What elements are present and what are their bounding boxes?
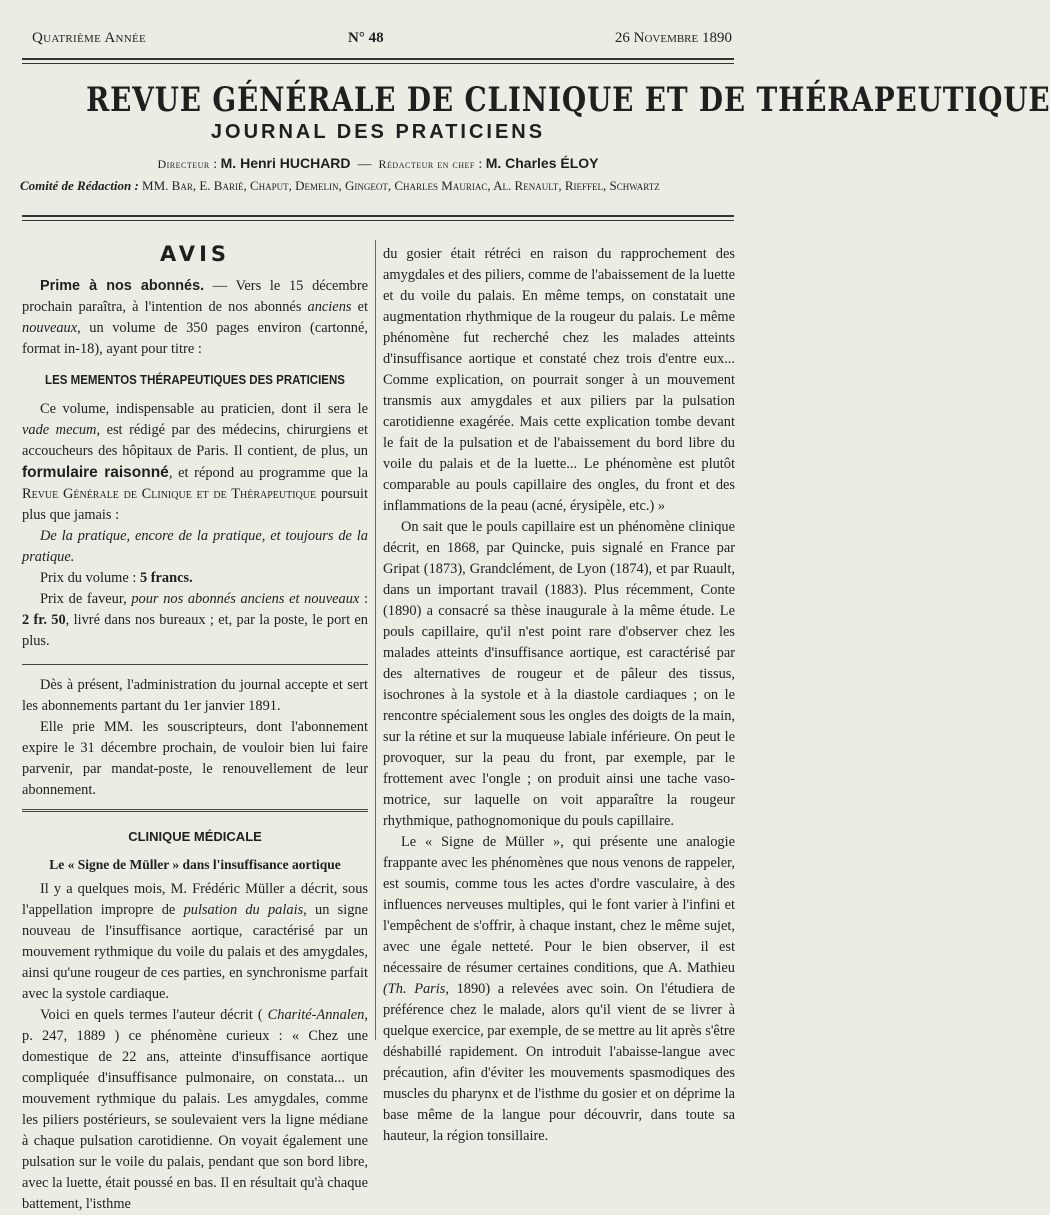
header-rule-thin [22, 63, 734, 64]
favor-text-c: , livré dans nos bureaux ; et, par la poste, le port en plus. [22, 612, 368, 649]
price-label: Prix du volume : [40, 570, 140, 586]
prime-text: — Vers le 15 décembre prochain paraîtra, à l'intention de nos abonnés [22, 278, 369, 315]
volume-text-a: Ce volume, indispensable au praticien, dont il sera le [40, 401, 368, 417]
volume-text-b: , est rédigé par des médecins, chirurgiens et accoucheurs des hôpitaux de Paris. Il contient, de plus, un [22, 422, 368, 459]
vade-mecum: vade mecum [22, 422, 97, 438]
volume-paragraph [22, 399, 368, 526]
volume-text-c: , et répond au programme que la [168, 465, 368, 481]
right-p3-b: , 1890) a relevées avec soin. On l'étudiera de préférence chez le malade, alors qu'il vient de se livrer à quelque exercice, par exemple, de se mettre au lit après s'être déshabillé rapidement. On introduit l'abaisse-langue avec précaution, afin d'éviter les mouvements spasmodiques des muscles du pharynx et de l'isthme du gosier et on déprime la base même de la langue pour découvrir, dans toute sa hauteur, la région tonsillaire. [383, 981, 735, 1144]
prime-paragraph [22, 276, 368, 360]
article-paragraph-1 [22, 879, 368, 1005]
section-divider [22, 809, 368, 812]
price-line [22, 568, 368, 589]
left-column [22, 244, 368, 1215]
issue-number: N° 48 [348, 30, 384, 46]
article-p1-italic: pulsation du palais [183, 902, 304, 918]
issue-date: 26 Novembre 1890 [614, 30, 732, 46]
favor-italic: pour nos abonnés anciens et nouveaux [131, 591, 360, 607]
director-name: M. Henri HUCHARD [220, 155, 351, 171]
subscription-paragraph: Dès à présent, l'administration du journal accepte et sert les abonnements partant du 1er janvier 1891. [22, 677, 368, 714]
favor-paragraph [22, 589, 368, 652]
journal-title: REVUE GÉNÉRALE DE CLINIQUE ET DE THÉRAPEUTIQUE [86, 80, 1050, 120]
article-paragraph-2 [22, 1005, 368, 1215]
favor-text-a: Prix de faveur, [40, 591, 132, 607]
committee-line [20, 178, 740, 194]
article-p2-a: Voici en quels termes l'auteur décrit ( [40, 1007, 268, 1023]
directors-line: Directeur : M. Henri HUCHARD — Rédacteur en chef : M. Charles ÉLOY [157, 155, 599, 172]
article-p1-a: Il y a quelques mois, M. Frédéric Müller a décrit, sous l'appellation impropre de [22, 881, 368, 918]
journal-subtitle: JOURNAL DES PRATICIENS [210, 121, 546, 143]
prime-label: Prime à nos abonnés. [40, 278, 205, 294]
motto [22, 526, 368, 568]
memento-title: LES MEMENTOS THÉRAPEUTIQUES DES PRATICIENS [45, 373, 345, 387]
right-paragraph-2: On sait que le pouls capillaire est un phénomène clinique décrit, en 1868, par Quincke, puis signalé en France par Gripat (1873), Grandclément, de Lyon (1874), et par Ruault, dans un important travail (1883). Plus récemment, Conte (1890) a consacré sa thèse inaugurale à la même étude. Le pouls capillaire, qu'il n'est point rare d'observer chez les malades atteints d'insuffisance aortique, est caractérisé par des alternatives de rougeur et de pâleur des tissus, isochrones à la systole et à la diastole cardiaques ; on le rencontre spécialement sous les ongles des doigts de la main, sur la rétine et sur la muqueuse labiale inférieure. On peut le provoquer, sur la peau du front, par exemple, par le frottement avec l'ongle ; on produit ainsi une tache vaso-motrice, sur laquelle on voit apparaître la rougeur rhythmique, pathognomonique du pouls capillaire. [383, 519, 735, 829]
article-p2-b: , p. 247, 1889 ) ce phénomène curieux : « Chez une domestique de 22 ans, atteinte d'insuffisance aortique compliquée d'insuffisance pulmonaire, on constata... un mouvement rythmique du palais. Les amygdales, comme les piliers postérieurs, se soulevaient vers la ligne médiane à chaque pulsation carotidienne. On voyait également une pulsation sur le voile du palais, pendant que son bord libre, avec la luette, était poussé en bas. Il en résultait qu'à chaque battement, l'isthme [22, 1007, 368, 1212]
avis-divider [22, 664, 368, 665]
article-p2-italic: Charité-Annalen [267, 1007, 365, 1023]
right-p3-a: Le « Signe de Müller », qui présente une analogie frappante avec les phénomènes que nous venons de rappeler, est soumis, comme tous les actes d'ordre vasculaire, à des influences nerveuses multiples, qui le font varier à l'infini et l'empêchent de s'offrir, à chaque instant, chez le même sujet, avec une égale netteté. Pour le bien observer, il est nécessaire de résumer certaines conditions, que A. Mathieu [383, 834, 735, 976]
running-header [32, 30, 732, 52]
header-rule [22, 58, 734, 60]
prime-text-end: , un volume de 350 pages environ (cartonné, format in-18), ayant pour titre : [22, 320, 368, 357]
article-p1-b: , un signe nouveau de l'insuffisance aortique, caractérisé par un mouvement rythmique du voile du palais et des amygdales, ainsi qu'une rougeur de ces parties, en synchronisme parfait avec la systole cardiaque. [22, 902, 368, 1002]
editor-label: Rédacteur en chef [378, 157, 475, 171]
prime-anciens: anciens [307, 299, 352, 315]
revue-name: Revue Générale de Clinique et de Thérapeutique [22, 486, 317, 502]
director-label: Directeur [157, 157, 210, 171]
favor-text-b: : [359, 591, 368, 607]
formulaire-raisonne: formulaire raisonné [22, 464, 169, 481]
year-label: Quatrième Année [32, 30, 147, 46]
prime-et: et [351, 299, 368, 315]
avis-heading: AVIS [159, 242, 231, 266]
committee-names: MM. Bar, E. Barié, Chaput, Demelin, Gingeot, Charles Mauriac, Al. Renault, Rieffel, Schwartz [142, 178, 660, 193]
renewal-paragraph: Elle prie MM. les souscripteurs, dont l'abonnement expire le 31 décembre prochain, de vouloir bien lui faire parvenir, par mandat-poste, le renouvellement de leur abonnement. [22, 719, 368, 798]
editor-name: M. Charles ÉLOY [485, 155, 599, 171]
section-heading: CLINIQUE MÉDICALE [128, 829, 262, 844]
favor-price: 2 fr. 50 [22, 612, 66, 628]
price-value: 5 francs. [139, 570, 193, 586]
masthead-rule-thin [22, 220, 734, 221]
right-p3-italic: (Th. Paris [383, 981, 446, 997]
committee-label: Comité de Rédaction : [20, 178, 139, 193]
right-paragraph-3 [383, 832, 735, 1147]
right-column [383, 244, 735, 1147]
volume-text-d: poursuit plus que jamais : [22, 486, 368, 523]
right-paragraph-1: du gosier était rétréci en raison du rapprochement des amygdales et des piliers, comme de l'abaissement de la luette et du voile du palais. En même temps, on constatait une augmentation rhythmique de la rougeur du palais. Le même phénomène fut recherché chez les malades atteints d'insuffisance aortique et constaté chez trois d'entre eux... Comme explication, on pourrait songer à un mouvement transmis aux amygdales et aux piliers par la pulsation carotidienne exagérée. Mais cette explication tombe devant le fait de la pulsation et de l'abaissement du bord libre du voile du palais et de la luette... Le phénomène est plutôt comparable au pouls capillaire des ongles, du front et des inflammations de la peau (acné, érysipèle, etc.) » [383, 246, 735, 514]
prime-nouveaux: nouveaux [22, 320, 78, 336]
masthead-rule [22, 215, 734, 217]
article-title: Le « Signe de Müller » dans l'insuffisance aortique [49, 857, 341, 872]
motto-text: De la pratique, encore de la pratique, et toujours de la pratique. [22, 528, 368, 565]
column-divider [375, 240, 376, 1040]
